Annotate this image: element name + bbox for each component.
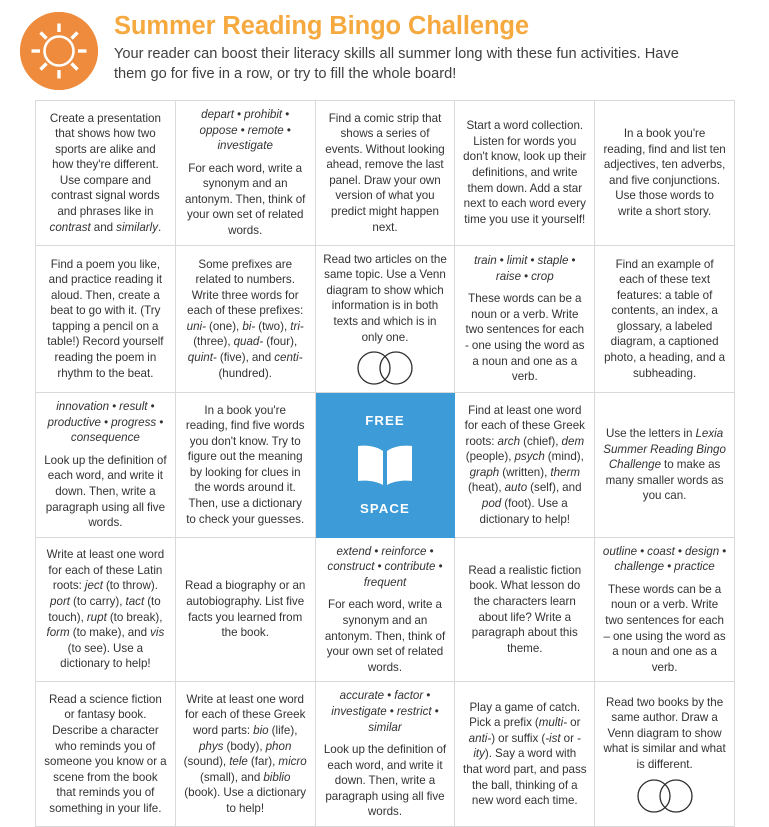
activity-text: Use the letters in Lexia Summer Reading Bingo Challenge to make as many smaller words as you can. — [603, 426, 726, 503]
bingo-cell-content — [323, 111, 448, 236]
activity-text: Look up the definition of each word, and write it down. Then, write a paragraph using all five words. — [44, 453, 167, 530]
header-text-block — [114, 10, 751, 85]
bingo-cell-r4-c4[interactable] — [455, 537, 595, 682]
sun-icon — [20, 12, 98, 90]
bingo-cell-r3-c5[interactable] — [595, 393, 735, 538]
bingo-row — [36, 537, 735, 682]
activity-text: Read a realistic fiction book. What lesson do the characters learn about life? Write a paragraph about this theme. — [468, 563, 582, 655]
activity-text: For each word, write a synonym and an antonym. Then, think of your own set of related words. — [185, 161, 306, 238]
bingo-cell-content — [462, 118, 587, 227]
bingo-cell-r2-c4[interactable] — [455, 245, 595, 392]
activity-text: Write at least one word for each of these Latin roots: ject (to throw). port (to carry), tact (to touch), rupt (to break), form (to make), and vis (to see). Use a dictionary to help! — [46, 548, 165, 671]
vocabulary-word-list: depart • prohibit • oppose • remote • investigate — [199, 108, 291, 153]
activity-text: Find an example of each of these text features: a table of contents, an index, a glossary, a labeled diagram, a captioned photo, a heading, and a subheading. — [604, 257, 726, 380]
activity-text: Find a poem you like, and practice reading it aloud. Then, create a beat to go with it. (Try tapping a pencil on a table!) Record yourself reading the poem in rhythm to the beat. — [47, 257, 164, 380]
bingo-cell-r2-c3[interactable] — [315, 245, 455, 392]
bingo-cell-r3-c1[interactable] — [36, 393, 176, 538]
bingo-cell-r2-c1[interactable] — [36, 245, 176, 392]
activity-text: Create a presentation that shows how two sports are alike and how they're different. Use compare and contrast signal words and phrases like in contrast and similarly. — [49, 111, 162, 234]
bingo-cell-content — [183, 578, 308, 640]
bingo-cell-r4-c2[interactable] — [175, 537, 315, 682]
bingo-cell-content — [183, 107, 308, 239]
activity-text: Read a science fiction or fantasy book. Describe a character who reminds you of someone you know or a scene from the book that reminds you of something in your life. — [44, 692, 167, 815]
activity-text: In a book you're reading, find five words you don't know. Try to figure out the meaning by looking for clues in the words around it. Then, use a dictionary to check your guesses. — [185, 403, 305, 526]
bingo-cell-r4-c5[interactable] — [595, 537, 735, 682]
bingo-cell-r5-c3[interactable] — [315, 682, 455, 827]
bingo-cell-content — [43, 399, 168, 531]
activity-text: Start a word collection. Listen for words you don't know, look up their definitions, and write them down. Add a star next to each word every time you use it yourself! — [463, 119, 587, 226]
bingo-cell-r4-c1[interactable] — [36, 537, 176, 682]
activity-text: Read a biography or an autobiography. List five facts you learned from the book. — [185, 579, 306, 640]
bingo-cell-content — [602, 544, 727, 676]
bingo-cell-r5-c2[interactable] — [175, 682, 315, 827]
vocabulary-word-list: extend • reinforce • construct • contribute • frequent — [327, 544, 443, 589]
bingo-cell-r2-c5[interactable] — [595, 245, 735, 392]
activity-text: Write at least one word for each of these Greek word parts: bio (life), phys (body), phon (sound), tele (far), micro (small), and biblio (book). Use a dictionary to help! — [183, 692, 307, 815]
open-book-icon — [322, 441, 449, 489]
activity-text: Play a game of catch. Pick a prefix (multi- or anti-) or suffix (-ist or -ity). Say a word with that word part, and pass the ball, thinking of a new word each time. — [462, 700, 587, 808]
bingo-cell-content — [602, 257, 727, 382]
bingo-cell-r5-c1[interactable] — [36, 682, 176, 827]
bingo-cell-content — [323, 544, 448, 676]
activity-text: Find at least one word for each of these Greek roots: arch (chief), dem (people), psych (mind), graph (written), therm (heat), auto (self), and pod (foot). Use a dictionary to help! — [464, 403, 585, 526]
bingo-cell-content — [602, 426, 727, 504]
bingo-cell-r2-c2[interactable] — [175, 245, 315, 392]
bingo-cell-r1-c2[interactable] — [175, 101, 315, 246]
bingo-cell-r5-c4[interactable] — [455, 682, 595, 827]
bingo-row — [36, 393, 735, 538]
page-subtitle: Your reader can boost their literacy skills all summer long with these fun activities. Have them go for five in a row, or try to fill the whole board! — [114, 45, 679, 83]
page-title: Summer Reading Bingo Challenge — [114, 12, 529, 40]
bingo-row — [36, 101, 735, 246]
bingo-cell-content — [323, 688, 448, 820]
activity-text: Some prefixes are related to numbers. Write three words for each of these prefixes: uni- (one), bi- (two), tri- (three), quad- (four), quint- (five), and centi- (hundred). — [186, 257, 304, 380]
bingo-board-wrapper — [0, 92, 769, 827]
bingo-cell-content — [43, 692, 168, 817]
bingo-cell-content — [462, 253, 587, 385]
bingo-cell-r1-c3[interactable] — [315, 101, 455, 246]
vocabulary-word-list: train • limit • staple • raise • crop — [474, 254, 576, 283]
venn-diagram-icon — [602, 778, 727, 814]
bingo-cell-content — [43, 111, 168, 236]
bingo-board — [35, 100, 735, 827]
bingo-cell-r4-c3[interactable] — [315, 537, 455, 682]
vocabulary-word-list: accurate • factor • investigate • restrict • similar — [331, 689, 439, 734]
bingo-cell-content — [602, 126, 727, 219]
activity-text: These words can be a noun or a verb. Write two sentences for each - one using the word as a noun and one as a verb. — [465, 292, 585, 384]
bingo-cell-r1-c4[interactable] — [455, 101, 595, 246]
free-space-bottom-label: SPACE — [360, 501, 410, 517]
bingo-cell-content — [183, 692, 308, 817]
bingo-cell-r5-c5[interactable] — [595, 682, 735, 827]
activity-text: In a book you're reading, find and list ten adjectives, ten adverbs, and five conjunctions. Use those words to write a short story. — [603, 127, 726, 218]
page-header — [0, 0, 769, 92]
free-space-top-label: FREE — [365, 412, 405, 428]
free-space-cell[interactable] — [315, 393, 455, 538]
bingo-cell-r1-c5[interactable] — [595, 101, 735, 246]
bingo-cell-content — [602, 695, 727, 814]
activity-text: Find a comic strip that shows a series of events. Without looking ahead, remove the last panel. Draw your own version of what you predict might happen next. — [325, 111, 445, 234]
vocabulary-word-list: outline • coast • design • challenge • practice — [602, 544, 727, 574]
bingo-cell-content — [462, 700, 587, 809]
activity-text: Read two articles on the same topic. Use a Venn diagram to show which information is in both texts and which is in only one. — [323, 252, 447, 344]
venn-diagram-icon — [323, 350, 448, 386]
bingo-cell-r3-c4[interactable] — [455, 393, 595, 538]
bingo-cell-content — [462, 403, 587, 528]
activity-text: Look up the definition of each word, and write it down. Then, write a paragraph using all five words. — [323, 743, 447, 819]
bingo-cell-content — [323, 252, 448, 386]
bingo-cell-r1-c1[interactable] — [36, 101, 176, 246]
bingo-cell-content — [43, 257, 168, 382]
vocabulary-word-list: innovation • result • productive • progress • consequence — [47, 400, 164, 445]
bingo-cell-r3-c2[interactable] — [175, 393, 315, 538]
activity-text: Read two books by the same author. Draw a Venn diagram to show what is similar and what is different. — [603, 695, 726, 772]
bingo-cell-content — [462, 563, 587, 656]
bingo-cell-content — [183, 403, 308, 528]
activity-text: These words can be a noun or a verb. Write two sentences for each – one using the word as a noun and one as a verb. — [603, 582, 726, 674]
bingo-cell-content — [183, 257, 308, 382]
bingo-row — [36, 682, 735, 827]
activity-text: For each word, write a synonym and an antonym. Then, think of your own set of related words. — [324, 598, 446, 674]
bingo-row — [36, 245, 735, 392]
bingo-cell-content — [43, 547, 168, 672]
